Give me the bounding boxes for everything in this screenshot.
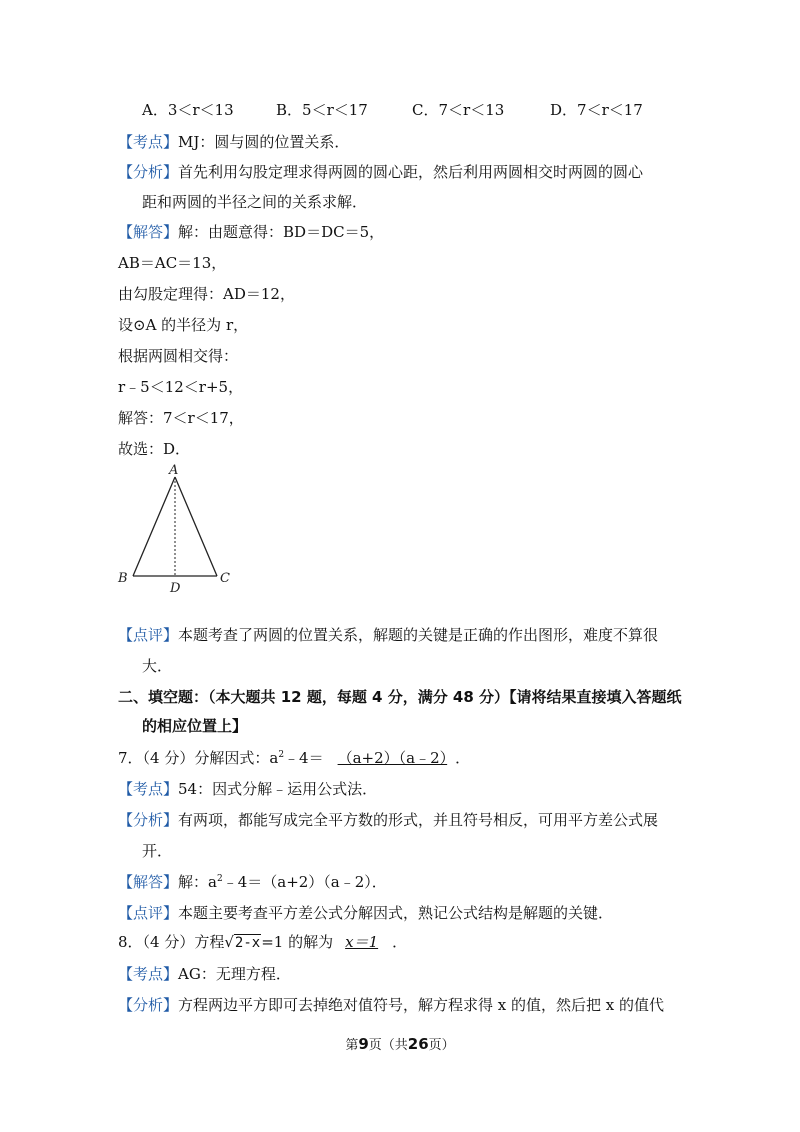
- q6-step-6: 解答：7＜r＜17，: [118, 409, 244, 427]
- q7-answer: （a+2）（a﹣2）: [337, 749, 448, 767]
- label-b: B: [118, 571, 128, 586]
- label-c: C: [220, 571, 230, 586]
- q6-step-4: 根据两圆相交得：: [118, 347, 239, 365]
- q6-step-5: r﹣5＜12＜r+5，: [118, 378, 244, 396]
- triangle-figure: [114, 462, 244, 597]
- tag-kaodian: 【考点】: [118, 133, 179, 151]
- label-a: A: [169, 463, 179, 478]
- q6-step-3: 设⊙A 的半径为 r，: [118, 316, 249, 334]
- option-b: B．5＜r＜17: [276, 101, 368, 119]
- section-title-cont: 的相应位置上】: [142, 717, 248, 735]
- option-a: A．3＜r＜13: [142, 101, 234, 119]
- q6-fenxi-cont: 距和两圆的半径之间的关系求解．: [142, 193, 368, 211]
- q6-fenxi: 【分析】首先利用勾股定理求得两圆的圆心距，然后利用两圆相交时两圆的圆心: [118, 163, 644, 181]
- tag-fenxi: 【分析】: [118, 163, 179, 181]
- q8-kaodian: 【考点】AG：无理方程．: [118, 965, 291, 983]
- q7-fenxi: 【分析】有两项，都能写成完全平方数的形式，并且符号相反，可用平方差公式展: [118, 811, 659, 829]
- q8-answer: x＝1: [345, 933, 379, 951]
- q8-fenxi: 【分析】方程两边平方即可去掉绝对值符号，解方程求得 x 的值，然后把 x 的值代: [118, 996, 665, 1014]
- label-d: D: [170, 581, 181, 596]
- q7-kaodian: 【考点】54：因式分解﹣运用公式法．: [118, 780, 378, 798]
- option-c: C．7＜r＜13: [412, 101, 505, 119]
- sqrt-expression: √2-x: [224, 933, 261, 951]
- page-footer: 第9页（共26页）: [345, 1035, 455, 1053]
- q6-step-1: AB＝AC＝13，: [118, 254, 227, 272]
- section-title: 二、填空题：（本大题共 12 题，每题 4 分，满分 48 分）【请将结果直接填入答题纸: [118, 688, 682, 706]
- tag-jieda: 【解答】: [118, 223, 179, 241]
- q6-step-7: 故选：D．: [118, 440, 191, 458]
- q6-kaodian: 【考点】MJ：圆与圆的位置关系．: [118, 133, 350, 151]
- q7-fenxi-cont: 开．: [142, 842, 173, 860]
- q7-jieda: 【解答】解：$a^2﹣4=(a+2)(a﹣2)$．: [118, 873, 387, 891]
- q7-dianping: 【点评】本题主要考查平方差公式分解因式，熟记公式结构是解题的关键．: [118, 904, 614, 922]
- q6-dianping: 【点评】本题考查了两圆的位置关系，解题的关键是正确的作出图形，难度不算很: [118, 626, 659, 644]
- q6-step-2: 由勾股定理得：AD＝12，: [118, 285, 295, 303]
- page-total: 26: [407, 1035, 429, 1053]
- q8-stem: 8．（4 分）方程√2-x=1 的解为 x＝1 ．: [118, 933, 408, 951]
- page-number: 9: [358, 1035, 369, 1053]
- side-ac: [175, 477, 217, 576]
- side-ab: [133, 477, 175, 576]
- q7-stem: 7．（4 分）分解因式：$a^2﹣4=$ （a+2）（a﹣2） ．: [118, 749, 471, 767]
- option-d: D．7＜r＜17: [550, 101, 643, 119]
- q6-dianping-cont: 大．: [142, 657, 173, 675]
- tag-dianping: 【点评】: [118, 626, 179, 644]
- q6-jieda: 【解答】解：由题意得：BD＝DC＝5，: [118, 223, 385, 241]
